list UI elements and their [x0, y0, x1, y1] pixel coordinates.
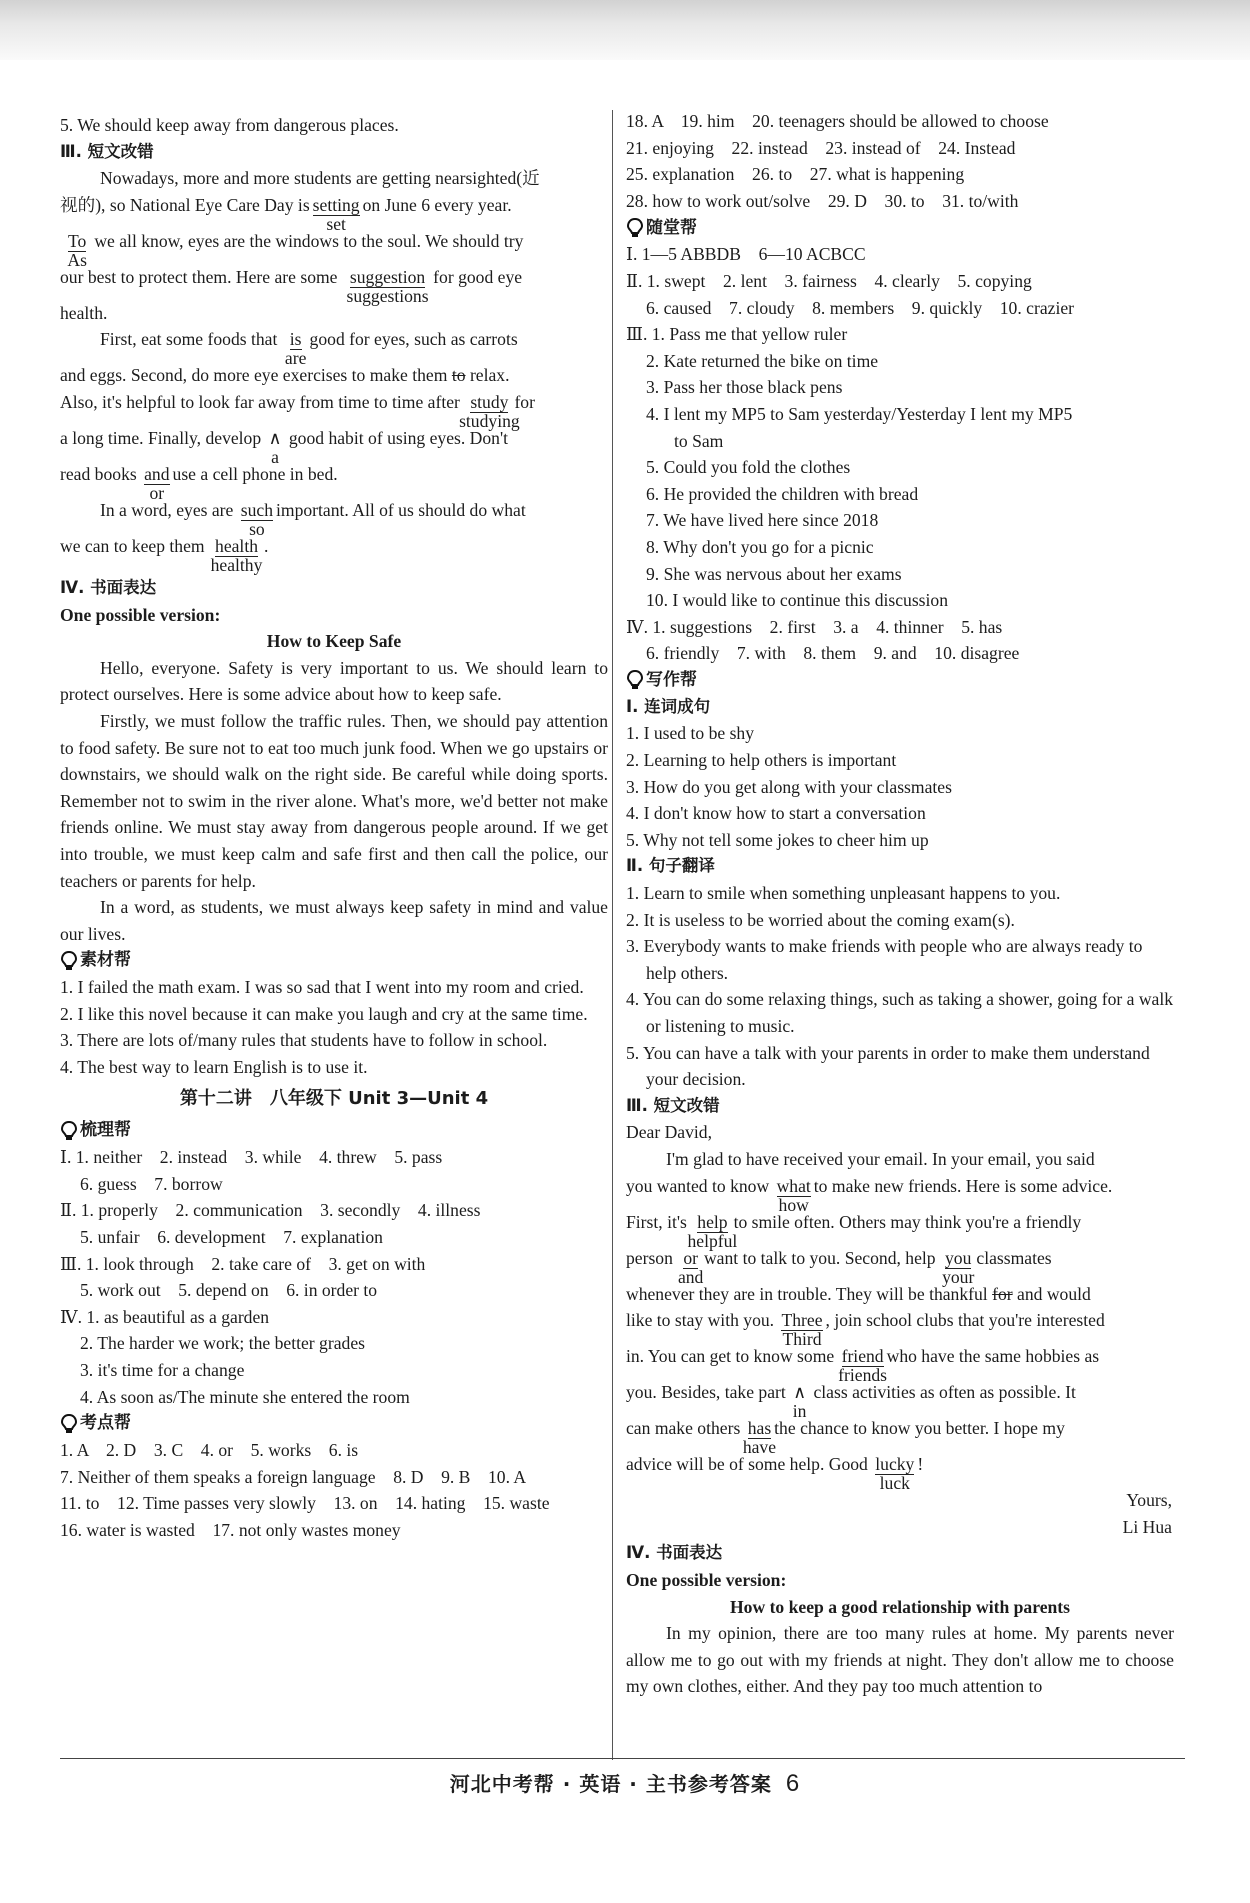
list-item: 5. You can have a talk with your parents in order to make them understand your decision.: [626, 1042, 1150, 1090]
deleted-word: to: [451, 365, 466, 386]
lightbulb-icon: [626, 217, 644, 239]
version-label: One possible version:: [60, 604, 221, 625]
essay-paragraph: Firstly, we must follow the traffic rules. Then, we should pay attention to food safety. Be sure not to eat too much junk food. When we go upstairs or downstairs, we should walk on the right side. Be careful while doing sports. Remember not to swim in the river alone. What's more, we'd better not make friends online. We must stay away from dangerous people around. If we get into trouble, we must keep calm and safe first and then call the police, our teachers or parents for help.: [60, 710, 608, 891]
answer-line: 6. friendly 7. with 8. them 9. and 10. disagree: [646, 643, 1020, 664]
correction-word: are: [284, 348, 307, 369]
correction-line: a long time. Finally, develop ∧ a good habit of using eyes. Don't: [60, 425, 608, 461]
correction-line: person or and want to talk to you. Second, help you your classmates: [626, 1247, 1052, 1287]
error-word: suggestion suggestions: [346, 266, 429, 306]
answer-line: 6. guess 7. borrow: [80, 1173, 223, 1194]
answer-line: 3. Pass her those black pens: [646, 377, 843, 398]
correction-line: you wanted to know what how to make new friends. Here is some advice.: [626, 1175, 1113, 1215]
answer-line: 3. it's time for a change: [80, 1360, 245, 1380]
list-item: 3. Everybody wants to make friends with people who are always ready to help others.: [626, 936, 1143, 983]
list-item: 2. Learning to help others is important: [626, 750, 897, 771]
shuli-banner: 梳理帮: [60, 1117, 608, 1144]
correction-line: To As we all know, eyes are the windows to the soul. We should try: [67, 230, 524, 270]
error-word: what how: [776, 1175, 811, 1215]
error-word: or and: [677, 1247, 704, 1287]
error-word: is are: [284, 329, 307, 369]
column-divider: [612, 110, 613, 1760]
section-heading: Ⅰ. 连词成句: [626, 696, 711, 716]
list-item: 5. Why not tell some jokes to cheer him up: [626, 829, 929, 850]
list-item: 4. You can do some relaxing things, such as taking a shower, going for a walk or listening to music.: [626, 989, 1174, 1036]
sucai-banner: 素材帮: [60, 947, 608, 974]
correction-line: First, it's help helpful to smile often. Others may think you're a friendly: [626, 1211, 1082, 1251]
answer-line: Ⅰ. 1—5 ABBDB 6—10 ACBCC: [626, 244, 866, 265]
kaodian-banner: 考点帮: [60, 1410, 608, 1437]
error-word: friend friends: [838, 1346, 888, 1386]
correction-word: friends: [838, 1365, 888, 1386]
essay-paragraph: In a word, as students, we must always keep safety in mind and value our lives.: [60, 897, 608, 944]
essay-title: How to keep a good relationship with parents: [729, 1596, 1071, 1617]
list-item: 4. I don't know how to start a conversation: [626, 803, 926, 824]
answer-line: 6. caused 7. cloudy 8. members 9. quickly 10. crazier: [646, 297, 1074, 318]
correction-word: or: [149, 482, 165, 503]
correction-word: Third: [782, 1329, 822, 1350]
answer-line: 5. We should keep away from dangerous places.: [60, 115, 399, 135]
insert-mark: ∧ in: [793, 1379, 806, 1405]
answer-line: 4. As soon as/The minute she entered the room: [80, 1386, 410, 1407]
left-column: [60, 112, 608, 1544]
correction-line: can make others has have the chance to know you better. I hope my: [626, 1418, 1065, 1458]
answer-line: Ⅳ. 1. suggestions 2. first 3. a 4. thinner 5. has: [626, 616, 1003, 637]
xiezuo-banner: 写作帮: [626, 667, 1174, 694]
letter-signature: Li Hua: [1122, 1516, 1172, 1537]
answer-line: to Sam: [674, 430, 724, 451]
correction-line: advice will be of some help. Good lucky luck !: [626, 1454, 924, 1494]
correction-word: so: [249, 518, 265, 539]
lightbulb-icon: [626, 669, 644, 691]
answer-line: 28. how to work out/solve 29. D 30. to 31. to/with: [626, 190, 1019, 211]
lightbulb-icon: [60, 950, 78, 972]
correction-line: Nowadays, more and more students are getting nearsighted(近: [100, 168, 540, 189]
correction-line: you. Besides, take part ∧ in class activities as often as possible. It: [626, 1379, 1174, 1415]
answer-line: 6. He provided the children with bread: [646, 483, 919, 504]
correction-word: in: [792, 1401, 807, 1422]
error-word: and or: [144, 463, 170, 503]
page-number: 6: [785, 1770, 801, 1797]
correction-line: I'm glad to have received your email. In your email, you said: [666, 1148, 1095, 1169]
correction-line: health.: [60, 302, 108, 323]
answer-line: 5. unfair 6. development 7. explanation: [80, 1227, 383, 1248]
answer-line: 2. Kate returned the bike on time: [646, 350, 879, 371]
suitang-banner: 随堂帮: [626, 214, 1174, 241]
error-word: Three Third: [781, 1310, 823, 1350]
footer-title: 河北中考帮 · 英语 · 主书参考答案: [449, 1772, 772, 1796]
answer-line: 2. The harder we work; the better grades: [80, 1333, 365, 1354]
correction-line: 视的), so National Eye Care Day is setting set on June 6 every year.: [60, 194, 512, 234]
answer-line: 25. explanation 26. to 27. what is happening: [626, 164, 965, 185]
error-word: has have: [742, 1418, 777, 1458]
version-label: One possible version:: [626, 1569, 787, 1590]
page-footer: [0, 1768, 1250, 1798]
answer-line: 7. We have lived here since 2018: [646, 510, 879, 531]
error-word: study studying: [459, 391, 520, 431]
essay-paragraph: Hello, everyone. Safety is very important to us. We should learn to protect ourselves. Here is some advice about how to keep safe.: [60, 657, 608, 705]
error-word: such so: [240, 499, 274, 539]
list-item: 2. It is useless to be worried about the coming exam(s).: [626, 909, 1015, 930]
page-top-shadow: [0, 0, 1250, 60]
answer-line: 5. Could you fold the clothes: [646, 457, 851, 478]
correction-word: healthy: [210, 554, 263, 575]
answer-line: 1. A 2. D 3. C 4. or 5. works 6. is: [60, 1440, 359, 1461]
correction-word: As: [67, 249, 87, 270]
correction-word: a: [271, 446, 279, 467]
lightbulb-icon: [60, 1120, 78, 1142]
list-item: 4. The best way to learn English is to use it.: [60, 1057, 368, 1078]
correction-line: we can to keep them health healthy .: [60, 535, 269, 575]
correction-line: First, eat some foods that is are good for eyes, such as carrots: [100, 329, 518, 369]
list-item: 3. How do you get along with your classmates: [626, 776, 952, 797]
error-word: you your: [942, 1247, 975, 1287]
list-item: 2. I like this novel because it can make you laugh and cry at the same time.: [60, 1003, 588, 1024]
section-heading: Ⅱ. 句子翻译: [626, 856, 715, 876]
answer-line: Ⅰ. 1. neither 2. instead 3. while 4. threw 5. pass: [60, 1147, 443, 1168]
correction-word: studying: [459, 410, 520, 431]
correction-line: whenever they are in trouble. They will be thankful for and would: [626, 1283, 1091, 1304]
answer-line: 16. water is wasted 17. not only wastes money: [60, 1519, 401, 1540]
letter-greeting: Dear David,: [626, 1122, 712, 1143]
correction-word: and: [677, 1266, 704, 1287]
section-heading: Ⅳ. 书面表达: [60, 577, 157, 597]
list-item: 1. Learn to smile when something unpleasant happens to you.: [626, 883, 1061, 904]
answer-line: 4. I lent my MP5 to Sam yesterday/Yesterday I lent my MP5: [646, 403, 1073, 424]
deleted-word: for: [992, 1283, 1013, 1304]
correction-line: like to stay with you. Three Third , join school clubs that you're interested: [626, 1310, 1105, 1350]
correction-line: our best to protect them. Here are some suggestion suggestions for good eye: [60, 266, 523, 306]
error-word: help helpful: [687, 1211, 738, 1251]
correction-word: your: [942, 1266, 975, 1287]
answer-line: Ⅲ. 1. Pass me that yellow ruler: [626, 324, 848, 345]
section-heading: Ⅲ. 短文改错: [626, 1095, 720, 1115]
section-heading: Ⅳ. 书面表达: [626, 1543, 723, 1563]
essay-title: How to Keep Safe: [266, 631, 402, 652]
lesson-title: 第十二讲 八年级下 Unit 3—Unit 4: [179, 1087, 489, 1109]
correction-line: Also, it's helpful to look far away from time to time after study studying for: [60, 391, 535, 431]
answer-line: Ⅲ. 1. look through 2. take care of 3. get on with: [60, 1253, 426, 1274]
insert-mark: ∧ a: [269, 425, 282, 451]
answer-line: Ⅱ. 1. swept 2. lent 3. fairness 4. clearly 5. copying: [626, 270, 1032, 291]
correction-word: how: [778, 1194, 809, 1215]
answer-line: 7. Neither of them speaks a foreign language 8. D 9. B 10. A: [60, 1466, 527, 1487]
correction-line: In a word, eyes are such so important. All of us should do what: [100, 499, 526, 539]
letter-closing: Yours,: [1126, 1490, 1172, 1511]
correction-word: luck: [879, 1473, 910, 1494]
correction-line: read books and or use a cell phone in bed.: [60, 463, 338, 503]
answer-line: 10. I would like to continue this discussion: [646, 590, 949, 611]
footer-rule: [60, 1758, 1185, 1759]
answer-line: 8. Why don't you go for a picnic: [646, 536, 874, 557]
section-heading: Ⅲ. 短文改错: [60, 141, 154, 161]
list-item: 3. There are lots of/many rules that students have to follow in school.: [60, 1030, 548, 1051]
error-word: lucky luck: [875, 1454, 915, 1494]
answer-line: 9. She was nervous about her exams: [646, 563, 902, 584]
list-item: 1. I used to be shy: [626, 723, 755, 744]
correction-word: helpful: [687, 1230, 738, 1251]
correction-line: in. You can get to know some friend friends who have the same hobbies as: [626, 1346, 1100, 1386]
correction-line: and eggs. Second, do more eye exercises to make them to relax.: [60, 365, 510, 386]
answer-line: Ⅱ. 1. properly 2. communication 3. secondly 4. illness: [60, 1200, 481, 1221]
right-column: [626, 112, 1174, 1700]
error-word: health healthy: [210, 535, 263, 575]
answer-line: 5. work out 5. depend on 6. in order to: [80, 1280, 378, 1301]
answer-line: 18. A 19. him 20. teenagers should be allowed to choose: [626, 111, 1049, 131]
answer-line: 21. enjoying 22. instead 23. instead of 24. Instead: [626, 137, 1016, 158]
correction-word: set: [326, 213, 346, 234]
correction-word: have: [742, 1437, 777, 1458]
lightbulb-icon: [60, 1413, 78, 1435]
essay-paragraph: In my opinion, there are too many rules at home. My parents never allow me to go out with my friends at night. They don't allow me to choose my own clothes, either. And they pay too much attention to: [626, 1623, 1174, 1697]
list-item: 1. I failed the math exam. I was so sad that I went into my room and cried.: [60, 977, 584, 998]
error-word: To As: [67, 230, 87, 270]
answer-line: 11. to 12. Time passes very slowly 13. on 14. hating 15. waste: [60, 1493, 550, 1514]
correction-word: suggestions: [346, 285, 429, 306]
error-word: setting set: [312, 194, 360, 234]
answer-line: Ⅳ. 1. as beautiful as a garden: [60, 1306, 270, 1327]
